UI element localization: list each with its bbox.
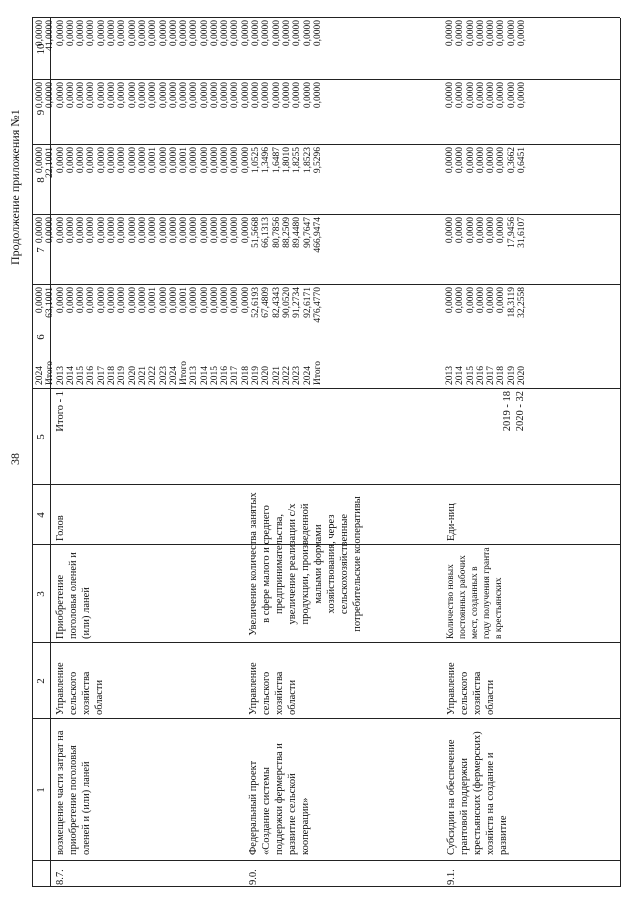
row-number: 9.0. [248, 869, 259, 885]
col-number-6: 6 [35, 334, 47, 340]
col7-values: 0,0000 0,0000 0,0000 0,0000 0,0000 0,0000 0,0000 0,0000 0,0000 0,0000 0,0000 0,0000 0,0000 0,0000 [35, 217, 179, 244]
table-top-border [32, 18, 33, 887]
col-number-1: 1 [35, 787, 47, 793]
col-border-1 [32, 860, 620, 861]
col-number-9: 9 [35, 109, 47, 116]
col7-values: 0,0000 0,0000 0,0000 0,0000 0,0000 0,0000 0,0000 51,5668 66,1313 80,7856 88,2509 89,4480 90,7647 466,9474 [179, 217, 323, 253]
col-border-6 [32, 388, 620, 389]
indicator: Приобретение поголовья оленей и (или) ланей [55, 552, 92, 639]
col7-values: 0,0000 0,0000 0,0000 0,0000 0,0000 0,0000 17,9456 31,6107 [445, 217, 528, 248]
col9-values: 0,0000 0,0000 0,0000 0,0000 0,0000 0,0000 0,0000 0,0000 0,0000 0,0000 0,0000 0,0000 0,0000 0,0000 [179, 82, 323, 109]
event-name: Субсидии на обеспечение грантовой поддержки крестьянских (фермерских) хозяйств на создание и развитие [446, 731, 509, 855]
col-border-0 [32, 886, 620, 887]
col-number-2: 2 [35, 678, 47, 684]
indicator: Количество новых постоянных рабочих мест, созданных в году получения гранта в крестьянских [446, 547, 504, 639]
col-border-5 [32, 484, 620, 485]
col-border-10 [32, 79, 620, 80]
col-number-4: 4 [35, 512, 47, 518]
col6-values: 0,0000 63,1001 0,0000 0,0000 0,0000 0,0000 0,0000 0,0000 0,0000 0,0000 0,0000 0,0001 0,0000 0,0000 [35, 287, 179, 318]
years-list: 2024 Итого 2013 2014 2015 2016 2017 2018 2019 2020 2021 2022 2023 2024 [35, 360, 179, 385]
row-number: 8.7. [55, 869, 66, 885]
col-number-5: 5 [35, 434, 47, 440]
event-name: Федеральный проект «Создание системы поддержки фермерства и развитие сельской кооперации» [248, 743, 311, 855]
years-list: Итого 2013 2014 2015 2016 2017 2018 2019 2020 2021 2022 2023 2024 Итого [179, 360, 323, 385]
col6-values: 0,0001 0,0000 0,0000 0,0000 0,0000 0,0000 0,0000 52,6193 67,4809 82,4343 90,0520 91,2734 92,6171 476,4770 [179, 287, 323, 323]
col-border-8 [32, 214, 620, 215]
col8-values: 0,0000 22,1001 0,0000 0,0000 0,0000 0,0000 0,0000 0,0000 0,0000 0,0000 0,0000 0,0001 0,0000 0,0000 [35, 147, 179, 178]
indicator: Увеличение количества занятых в сфере малого и среднего предпринимательства, увеличение реализации с/х продукции, произведенной малыми формами хозяйствования, через сельскохозяйственные потребительские кооперативы [248, 492, 363, 636]
col-border-3 [32, 642, 620, 643]
table-bottom-border [620, 18, 621, 887]
years-list: 2013 2014 2015 2016 2017 2018 2019 2020 [445, 366, 528, 385]
unit: Еди-ниц [446, 503, 457, 541]
col10-values: 0,0000 0,0000 0,0000 0,0000 0,0000 0,0000 0,0000 0,0000 0,0000 0,0000 0,0000 0,0000 0,0000 0,0000 [179, 20, 323, 47]
executor: Управление сельского хозяйства области [446, 662, 496, 715]
col-border-9 [32, 144, 620, 145]
row-number: 9.1. [446, 869, 457, 885]
col-number-7: 7 [35, 247, 47, 253]
col6-values: 0,0000 0,0000 0,0000 0,0000 0,0000 0,0000 18,3119 32,2558 [445, 287, 528, 318]
col9-values: 0,0000 0,0000 0,0000 0,0000 0,0000 0,0000 0,0000 0,0000 [445, 82, 528, 109]
unit: Голов [55, 515, 66, 541]
col-number-3: 3 [35, 591, 47, 597]
col8-values: 0,0001 0,0000 0,0000 0,0000 0,0000 0,0000 0,0000 1,0525 1,3496 1,6487 1,8010 1,8255 1,8523 9,5296 [179, 147, 323, 174]
col10-values: 0,0000 0,0000 0,0000 0,0000 0,0000 0,0000 0,0000 0,0000 [445, 20, 528, 47]
continuation-title: Продолжение приложения №1 [8, 109, 22, 265]
executor: Управление сельского хозяйства области [55, 662, 105, 715]
col-border-2 [32, 718, 620, 719]
col10-values: 0,0000 41,0000 0,0000 0,0000 0,0000 0,0000 0,0000 0,0000 0,0000 0,0000 0,0000 0,0000 0,0000 0,0000 [35, 20, 179, 51]
col-border-7 [32, 284, 620, 285]
col-number-8: 8 [35, 177, 47, 183]
col-number-10: 10 [35, 43, 47, 55]
target-value: 2019 - 18 2020 - 32 [502, 391, 526, 432]
col8-values: 0,0000 0,0000 0,0000 0,0000 0,0000 0,0000 0,3662 0,6451 [445, 147, 528, 174]
col-border-11 [32, 17, 620, 18]
col9-values: 0,0000 0,0000 0,0000 0,0000 0,0000 0,0000 0,0000 0,0000 0,0000 0,0000 0,0000 0,0000 0,0000 0,0000 [35, 82, 179, 109]
event-name: возмещение части затрат на приобретение поголовья оленей и (или) ланей [55, 730, 92, 855]
page-number: 38 [8, 453, 22, 465]
target-value: Итого - 1 [55, 391, 66, 432]
executor: Управление сельского хозяйства области [248, 662, 298, 715]
